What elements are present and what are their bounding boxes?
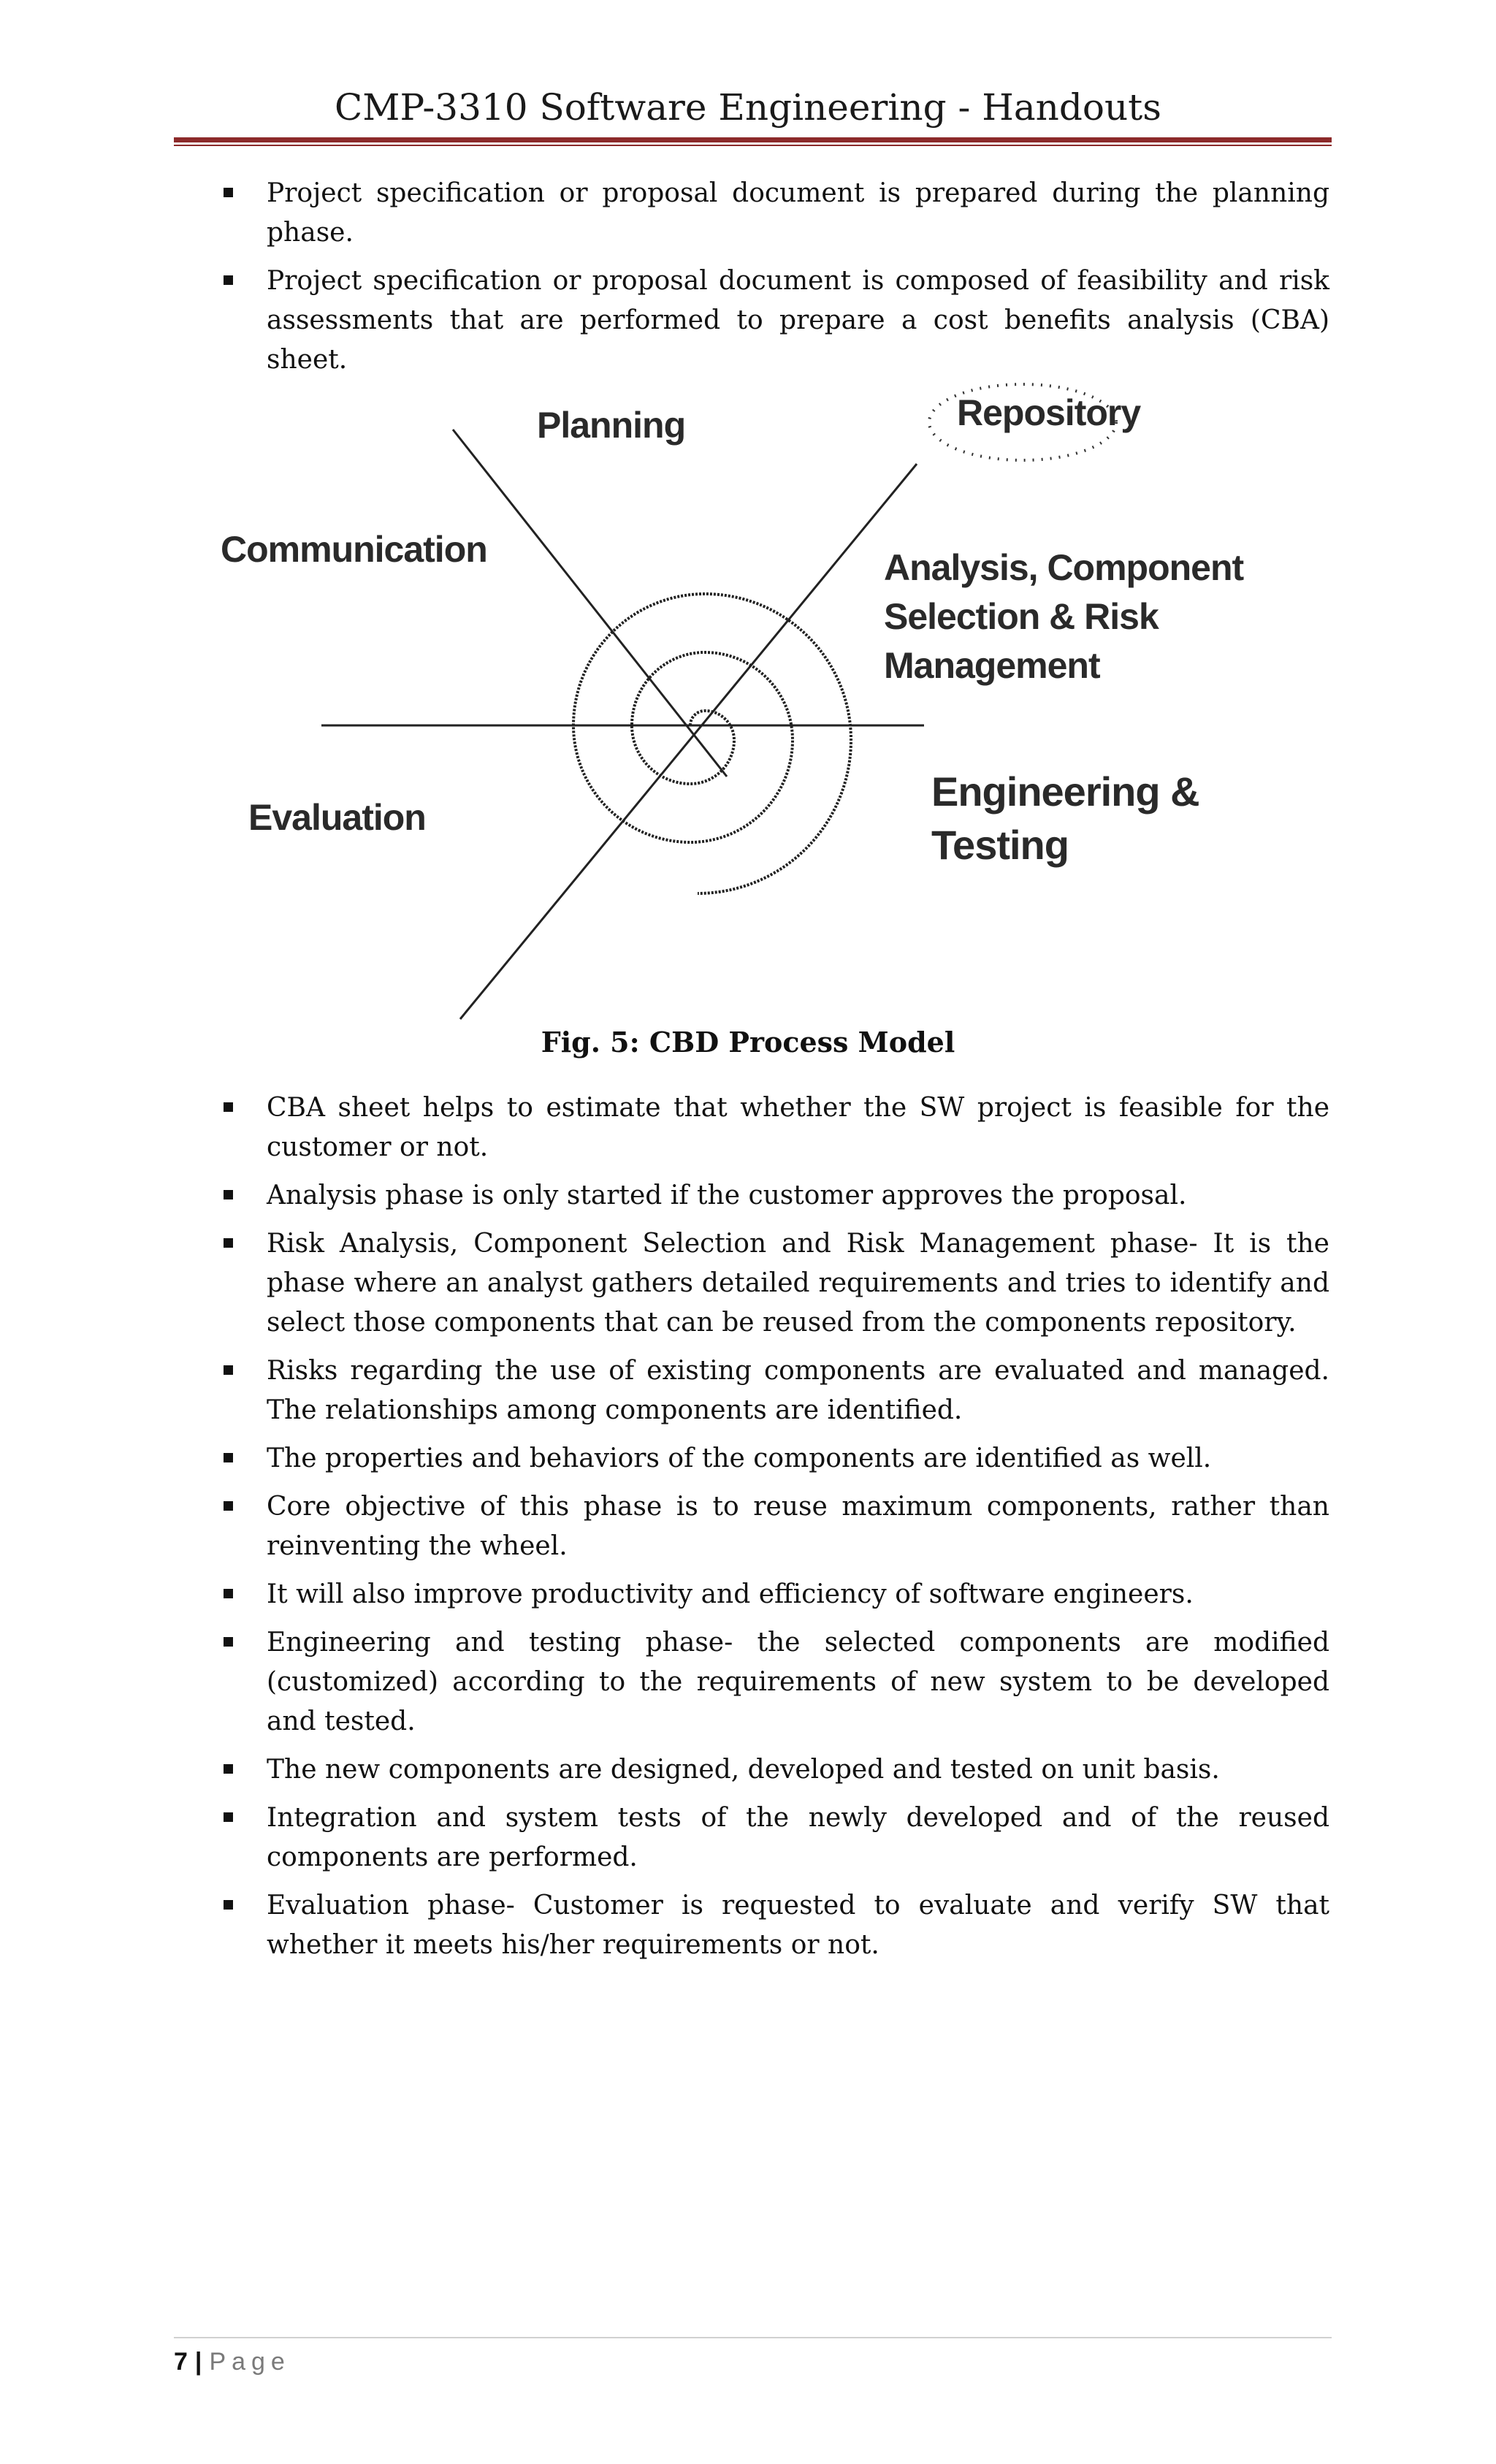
bullet-text: Integration and system tests of the newly developed and of the reused components are performed. [267, 1803, 1329, 1872]
page-number: 7 [174, 2348, 188, 2376]
bullet-text: Project specification or proposal document is prepared during the planning phase. [267, 178, 1329, 248]
list-item [219, 1623, 1329, 1742]
square-bullet-icon [224, 1900, 233, 1910]
square-bullet-icon [224, 1453, 233, 1462]
spiral-path [573, 594, 851, 893]
analysis-divider-line [460, 464, 917, 1019]
list-item [219, 1224, 1329, 1343]
square-bullet-icon [224, 188, 233, 197]
figure-caption: Fig. 5: CBD Process Model [541, 1026, 955, 1059]
square-bullet-icon [224, 275, 233, 285]
list-item [219, 1487, 1329, 1566]
cbd-process-model-figure [205, 369, 1244, 1026]
footer-separator: | [194, 2348, 202, 2376]
list-item [219, 1088, 1329, 1167]
footer-rule [174, 2337, 1332, 2338]
list-item [219, 1176, 1329, 1216]
label-communication: Communication [221, 529, 487, 570]
header-rule [174, 137, 1332, 142]
square-bullet-icon [224, 1102, 233, 1112]
square-bullet-icon [224, 1589, 233, 1598]
list-item [219, 1439, 1329, 1479]
list-item [219, 1886, 1329, 1965]
square-bullet-icon [224, 1764, 233, 1774]
bullet-text: CBA sheet helps to estimate that whether the SW project is feasible for the customer or not. [267, 1093, 1329, 1162]
square-bullet-icon [224, 1190, 233, 1199]
bullet-text: The properties and behaviors of the components are identified as well. [267, 1443, 1212, 1473]
body-bullet-list [219, 1088, 1329, 1974]
list-item [219, 1750, 1329, 1790]
page-footer [174, 2348, 291, 2376]
bullet-text: Core objective of this phase is to reuse maximum components, rather than reinventing the wheel. [267, 1492, 1329, 1561]
list-item [219, 1575, 1329, 1614]
label-engineering-line1: Engineering & [931, 768, 1199, 815]
square-bullet-icon [224, 1238, 233, 1248]
spiral-diagram [205, 369, 1227, 1026]
label-analysis-line1: Analysis, Component [884, 547, 1244, 588]
square-bullet-icon [224, 1501, 233, 1511]
square-bullet-icon [224, 1637, 233, 1647]
bullet-text: Engineering and testing phase- the selected components are modified (customized) according to the requirements of new system to be developed and tested. [267, 1628, 1329, 1736]
page-label: Page [209, 2348, 291, 2376]
bullet-text: The new components are designed, developed and tested on unit basis. [267, 1755, 1220, 1785]
bullet-text: It will also improve productivity and efficiency of software engineers. [267, 1579, 1194, 1609]
bullet-text: Risk Analysis, Component Selection and Risk Management phase- It is the phase where an analyst gathers detailed requirements and tries to identify and select those components that can be reused from the components repository. [267, 1229, 1329, 1338]
label-repository: Repository [957, 392, 1141, 433]
page-header-title: CMP-3310 Software Engineering - Handouts [335, 86, 1161, 129]
list-item [219, 1799, 1329, 1877]
bullet-text: Risks regarding the use of existing components are evaluated and managed. The relationships among components are identified. [267, 1356, 1329, 1425]
label-analysis-line2: Selection & Risk [884, 596, 1159, 637]
intro-bullet-list [219, 174, 1329, 389]
bullet-text: Evaluation phase- Customer is requested to evaluate and verify SW that whether it meets his/her requirements or not. [267, 1891, 1329, 1960]
bullet-text: Analysis phase is only started if the customer approves the proposal. [267, 1180, 1187, 1210]
list-item [219, 262, 1329, 380]
list-item [219, 174, 1329, 253]
label-planning: Planning [537, 405, 686, 446]
square-bullet-icon [224, 1365, 233, 1375]
square-bullet-icon [224, 1812, 233, 1822]
label-evaluation: Evaluation [248, 797, 426, 838]
list-item [219, 1351, 1329, 1430]
header-rule-thin [174, 145, 1332, 146]
label-analysis-line3: Management [884, 645, 1100, 686]
bullet-text: Project specification or proposal document is composed of feasibility and risk assessments that are performed to prepare a cost benefits analysis (CBA) sheet. [267, 266, 1329, 375]
label-engineering-line2: Testing [931, 822, 1069, 868]
